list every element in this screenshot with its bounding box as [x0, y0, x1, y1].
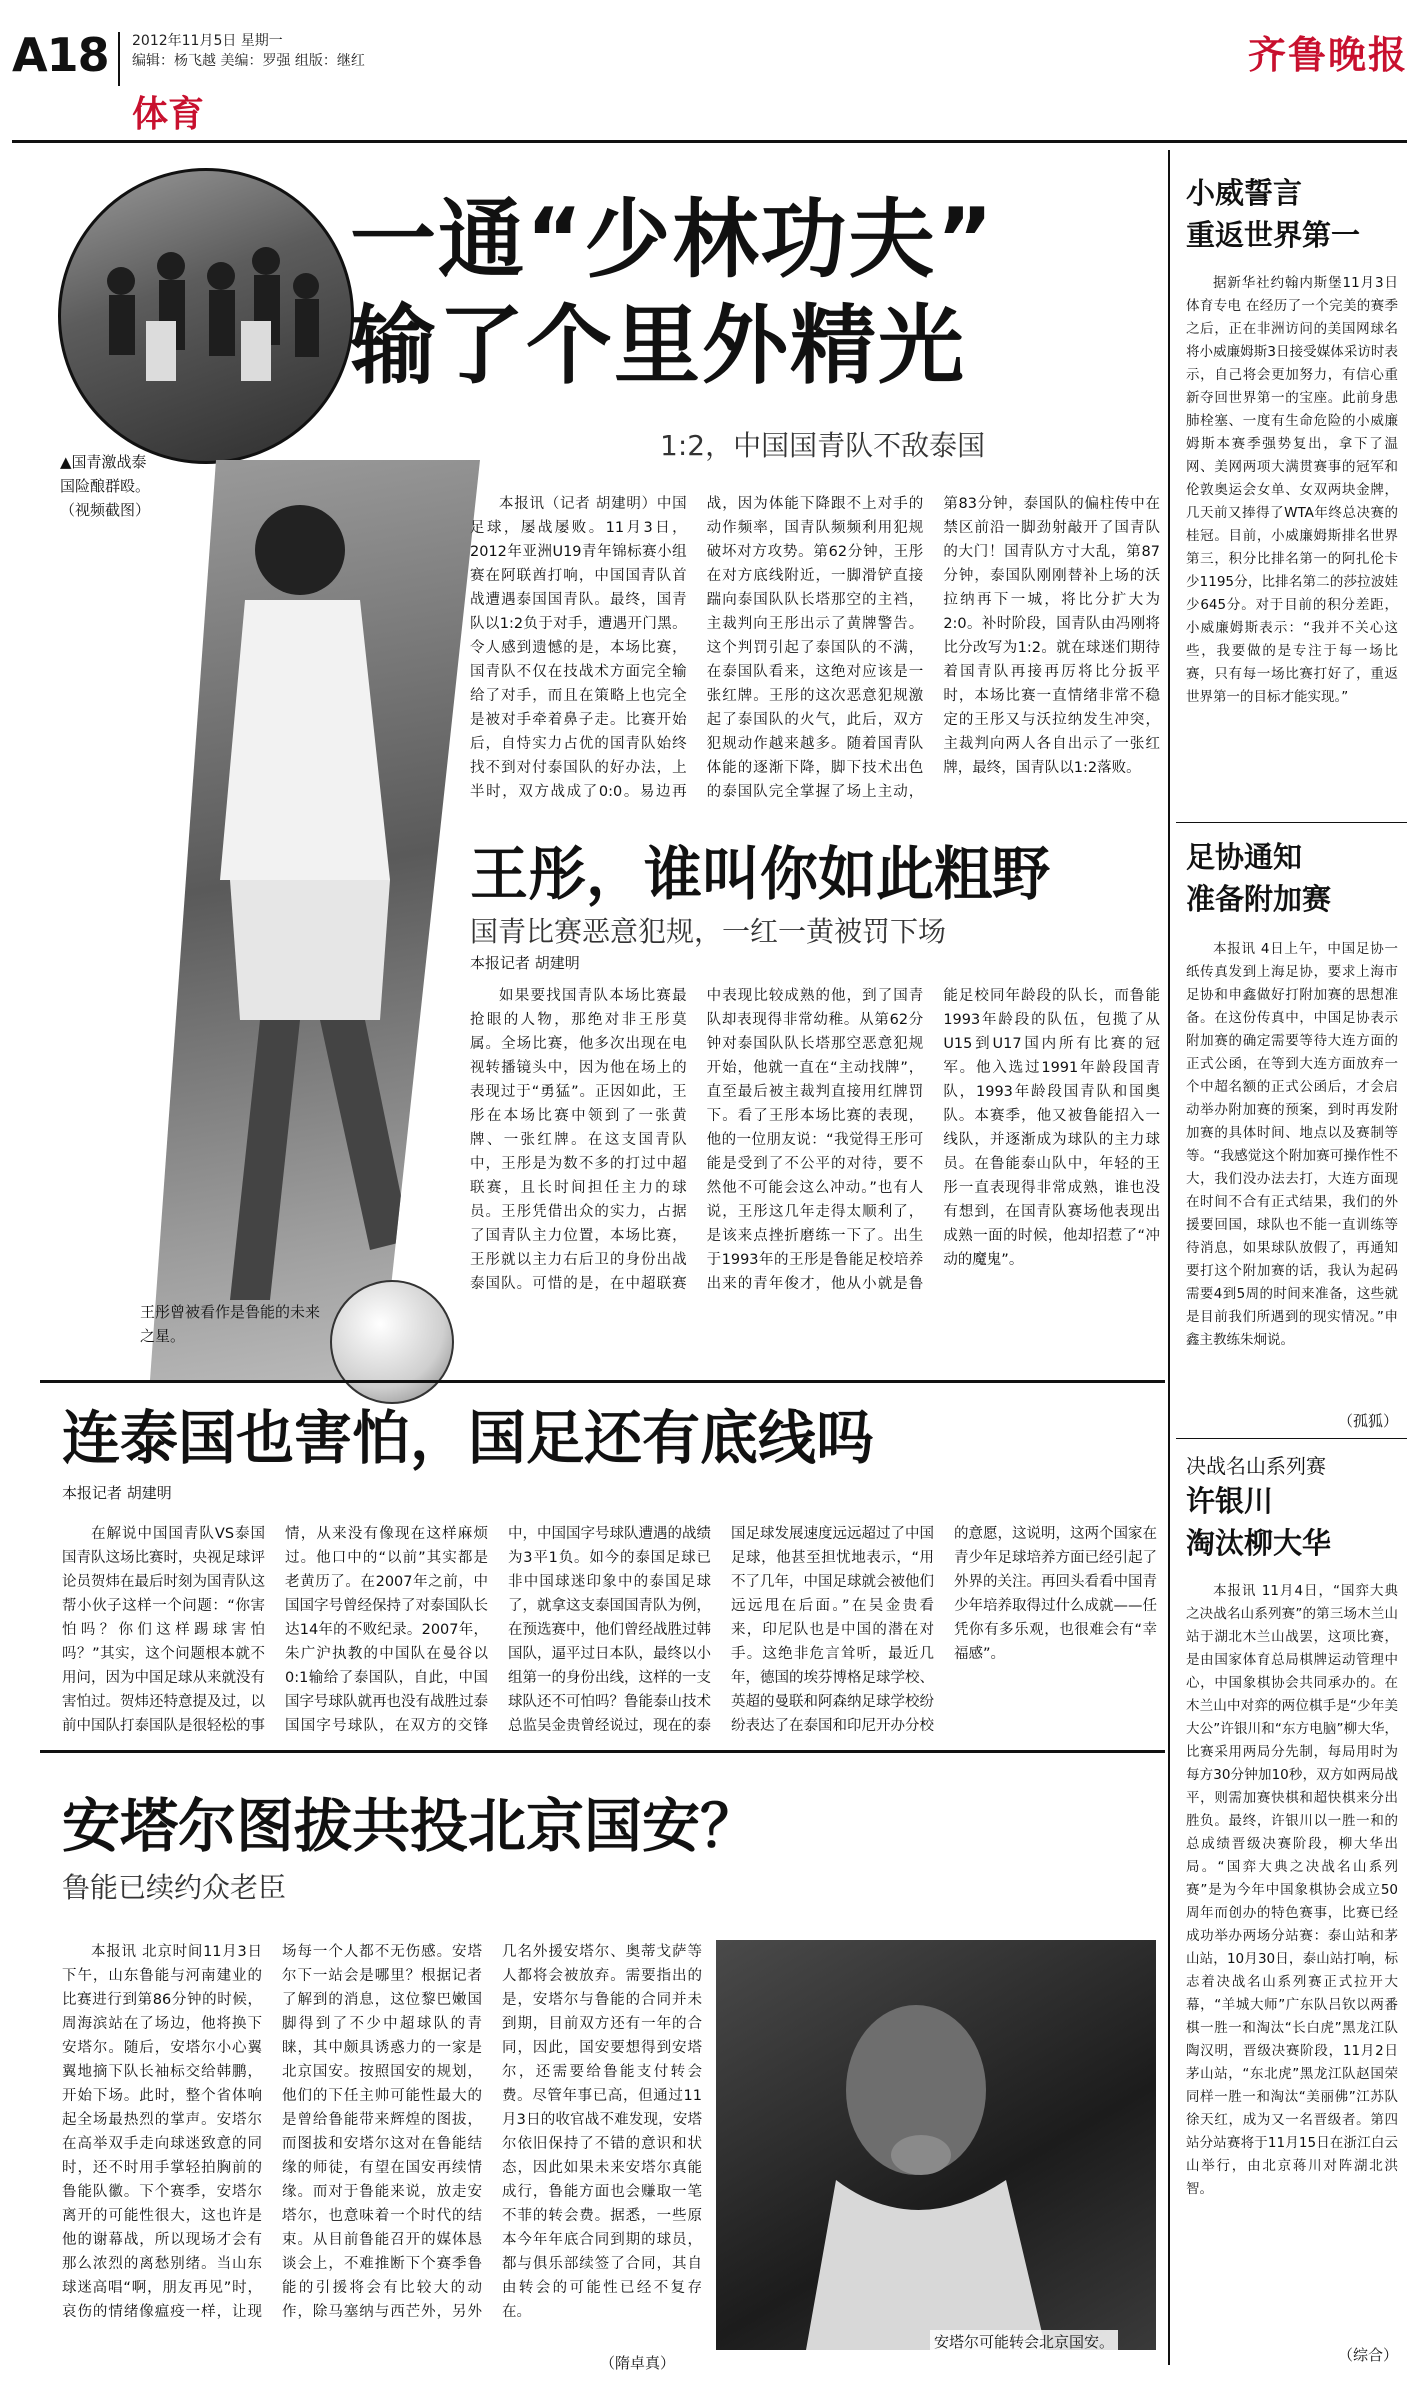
- story2-headline: 王彤，谁叫你如此粗野: [470, 840, 1051, 908]
- page-number: A18: [12, 28, 109, 82]
- story2-byline: 本报记者 胡建明: [470, 954, 580, 972]
- story4-headline: 安塔尔图拔共投北京国安？: [62, 1792, 759, 1860]
- player-photo: [150, 460, 480, 1380]
- sidebar2-headline-line1: 足协通知: [1186, 840, 1303, 874]
- sidebar1-body: 据新华社约翰内斯堡11月3日体育专电 在经历了一个完美的赛季之后，正在非洲访问的美国网球名将小威廉姆斯3日接受媒体采访时表示，自己将会更加努力，有信心重新夺回世界第一的宝座。此前身患肺栓塞、一度有生命危险的小威廉姆斯本赛季强势复出，拿下了温网、美网两项大满贯赛事的冠军和伦敦奥运会女单、女双两块金牌，几天前又捧得了WTA年终总决赛的桂冠。目前，小威廉姆斯排名世界第三，积分比排名第一的阿扎伦卡少1195分，比排名第二的莎拉波娃少645分。对于目前的积分差距，小威廉姆斯表示：“我并不关心这些，我要做的是专注于每一场比赛，只有每一场比赛打好了，重返世界第一的目标才能实现。”: [1186, 275, 1398, 705]
- sidebar-rule-2: [1176, 1438, 1407, 1439]
- sidebar-divider: [1168, 150, 1170, 2365]
- story3-byline: 本报记者 胡建明: [62, 1484, 172, 1502]
- header-rule: [12, 140, 1407, 143]
- header-divider: [118, 32, 120, 86]
- sidebar2-headline-line2: 准备附加赛: [1186, 882, 1332, 916]
- story4-subhead: 鲁能已续约众老臣: [62, 1871, 287, 1904]
- sidebar2-author: （孤狐）: [1338, 1412, 1399, 1430]
- sidebar1-headline-line2: 重返世界第一: [1186, 218, 1361, 252]
- headline-main-subhead: 1:2，中国国青队不敌泰国: [660, 429, 986, 462]
- story3-headline: 连泰国也害怕，国足还有底线吗: [62, 1404, 875, 1472]
- story4-author: （隋卓真）: [600, 2354, 676, 2372]
- headline-main-line1: 一通“少林功夫”: [350, 190, 996, 290]
- crowd-photo-caption: ▲国青激战泰国险酿群殴。（视频截图）: [60, 453, 151, 519]
- story4-top-rule: [40, 1750, 1165, 1753]
- sidebar2-body: 本报讯 4日上午，中国足协一纸传真发到上海足协，要求上海市足协和申鑫做好打附加赛的思想准备。在这份传真中，中国足协表示附加赛的确定需要等待大连方面的正式公函，在等到大连方面放弃一个中超名额的正式公函后，才会启动举办附加赛的预案，到时再发附加赛的具体时间、地点以及赛制等等。“我感觉这个附加赛可操作性不大，我们没办法去打，大连方面现在时间不合有正式结果，我们的外援要回国，球队也不能一直训练等待消息，如果球队放假了，再通知要打这个附加赛的话，我认为起码需要4到5周的时间来准备，这些就是目前我们所遇到的现实情况。”申鑫主教练朱炯说。: [1186, 941, 1398, 1348]
- football-icon: [330, 1280, 454, 1404]
- story4-body: 本报讯 北京时间11月3日下午，山东鲁能与河南建业的比赛进行到第86分钟的时候，周海滨站在了场边，他将换下安塔尔。随后，安塔尔小心翼翼地摘下队长袖标交给韩鹏，开始下场。此时，整个省体响起全场最热烈的掌声。安塔尔在高举双手走向球迷致意的同时，还不时用手掌轻拍胸前的鲁能队徽。下个赛季，安塔尔离开的可能性很大，这也许是他的谢幕战，所以现场才会有那么浓烈的离愁别绪。当山东球迷高唱“啊，朋友再见”时，哀伤的情绪像瘟疫一样，让现场每一个人都不无伤感。安塔尔下一站会是哪里？根据记者了解到的消息，这位黎巴嫩国脚得到了不少中超球队的青睐，其中颇具诱惑力的一家是北京国安。按照国安的规划，他们的下任主帅可能性最大的是曾给鲁能带来辉煌的图拔，而图拔和安塔尔这对在鲁能结缘的师徒，有望在国安再续情缘。而对于鲁能来说，放走安塔尔，也意味着一个时代的结束。从目前鲁能召开的媒体恳谈会上，不难推断下个赛季鲁能的引援将会有比较大的动作，除马塞纳与西芒外，另外几名外援安塔尔、奥蒂戈萨等人都将会被放弃。需要指出的是，安塔尔与鲁能的合同并未到期，目前双方还有一年的合同，因此，国安要想得到安塔尔，还需要给鲁能支付转会费。尽管年事已高，但通过11月3日的收官战不难发现，安塔尔依旧保持了不错的意识和状态，因此如果未来安塔尔真能成行，鲁能方面也会赚取一笔不菲的转会费。据悉，一些原本今年年底合同到期的球员，都与俱乐部续签了合同，其自由转会的可能性已经不复存在。: [62, 1944, 702, 2320]
- crowd-photo: [58, 168, 354, 464]
- sidebar3-kicker: 决战名山系列赛: [1186, 1454, 1326, 1478]
- headline-main-line2: 输了个里外精光: [350, 296, 966, 396]
- sidebar3-body: 本报讯 11月4日，“国弈大典之决战名山系列赛”的第三场木兰山站于湖北木兰山战罢，这项比赛，是由国家体育总局棋牌运动管理中心，中国象棋协会共同承办的。在木兰山中对弈的两位棋手是“少年美大公”许银川和“东方电脑”柳大华，比赛采用两局分先制，每局用时为每方30分钟加10秒，双方如两局战平，则需加赛快棋和超快棋来分出胜负。最终，许银川以一胜一和的总成绩晋级决赛阶段，柳大华出局。“国弈大典之决战名山系列赛”是为今年中国象棋协会成立50周年而创办的特色赛事，比赛已经成功举办两场分站赛：泰山站和茅山站，10月30日，泰山站打响，标志着决战名山系列赛正式拉开大幕，“羊城大师”广东队吕钦以两番棋一胜一和淘汰“长白虎”黑龙江队陶汉明，晋级决赛阶段，11月2日茅山站，“东北虎”黑龙江队赵国荣同样一胜一和淘汰“美丽佛”江苏队徐天红，成为又一名晋级者。第四站分站赛将于11月15日在浙江白云山举行，由北京蒋川对阵湖北洪智。: [1186, 1583, 1398, 2197]
- story3-top-rule: [40, 1380, 1165, 1383]
- story3-body: 在解说中国国青队VS泰国国青队这场比赛时，央视足球评论员贺炜在最后时刻为国青队这帮小伙子这样一个问题：“你害怕吗？你们这样踢球害怕吗？”其实，这个问题根本就不用问，因为中国足球从来就没有害怕过。贺炜还特意提及过，以前中国队打泰国队是很轻松的事情，从来没有像现在这样麻烦过。他口中的“以前”其实都是老黄历了。在2007年之前，中国国字号曾经保持了对泰国队长达14年的不败纪录。2007年，朱广沪执教的中国队在曼谷以0:1输给了泰国队，自此，中国国字号球队就再也没有战胜过泰国国字号球队，在双方的交锋中，中国国字号球队遭遇的战绩为3平1负。如今的泰国足球已非中国球迷印象中的泰国足球了，就拿这支泰国国青队为例，在预选赛中，他们曾经战胜过韩国队，逼平过日本队，最终以小组第一的身份出线，这样的一支球队还不可怕吗？鲁能泰山技术总监吴金贵曾经说过，现在的泰国足球发展速度远远超过了中国足球，他甚至担忧地表示，“用不了几年，中国足球就会被他们远远甩在后面。”在吴金贵看来，印尼队也是中国的潜在对手。这绝非危言耸听，最近几年，德国的埃芬博格足球学校、英超的曼联和阿森纳足球学校纷纷表达了在泰国和印尼开办分校的意愿，这说明，这两个国家在青少年足球培养方面已经引起了外界的关注。再回头看看中国青少年培养取得过什么成就——任凭你有多乐观，也很难会有“幸福感”。: [62, 1526, 1157, 1734]
- sidebar3-headline-line2: 淘汰柳大华: [1186, 1526, 1332, 1560]
- story2-subhead: 国青比赛恶意犯规，一红一黄被罚下场: [470, 915, 947, 948]
- editors-line: 编辑：杨飞越 美编：罗强 组版：继红: [132, 53, 365, 69]
- newspaper-logo: 齐鲁晚报: [1248, 32, 1409, 77]
- antar-photo: [716, 1940, 1156, 2350]
- player-photo-caption: 王彤曾被看作是鲁能的未来之星。: [140, 1303, 321, 1345]
- story2-body: 如果要找国青队本场比赛最抢眼的人物，那绝对非王彤莫属。全场比赛，他多次出现在电视转播镜头中，因为他在场上的表现过于“勇猛”。正因如此，王彤在本场比赛中领到了一张黄牌、一张红牌。在这支国青队中，王彤是为数不多的打过中超联赛，且长时间担任主力的球员。王彤凭借出众的实力，占据了国青队主力位置，本场比赛，王彤就以主力右后卫的身份出战泰国队。可惜的是，在中超联赛中表现比较成熟的他，到了国青队却表现得非常幼稚。从第62分钟对泰国队队长塔那空恶意犯规开始，他就一直在“主动找牌”，直至最后被主裁判直接用红牌罚下。看了王彤本场比赛的表现，他的一位朋友说：“我觉得王彤可能是受到了不公平的对待，要不然他不可能会这么冲动。”也有人说，王彤这几年走得太顺利了，是该来点挫折磨练一下了。出生于1993年的王彤是鲁能足校培养出来的青年俊才，他从小就是鲁能足校同年龄段的队长，而鲁能1993年龄段的队伍，包揽了从U15到U17国内所有比赛的冠军。他入选过1991年龄段国青队，1993年龄段国青队和国奥队。本赛季，他又被鲁能招入一线队，并逐渐成为球队的主力球员。在鲁能泰山队中，年轻的王彤一直表现得非常成熟，谁也没有想到，在国青队赛场他表现出成熟一面的时候，他却招惹了“冲动的魔鬼”。: [470, 988, 1160, 1292]
- sidebar1-headline-line1: 小威誓言: [1186, 176, 1303, 210]
- sidebar-rule-1: [1176, 822, 1407, 823]
- antar-photo-caption: 安塔尔可能转会北京国安。: [930, 2330, 1118, 2354]
- date-line: 2012年11月5日 星期一: [132, 33, 283, 49]
- section-title: 体育: [132, 94, 205, 135]
- sidebar3-author: （综合）: [1338, 2346, 1399, 2364]
- sidebar3-headline-line1: 许银川: [1186, 1484, 1274, 1518]
- story1-body: 本报讯（记者 胡建明）中国足球，屡战屡败。11月3日，2012年亚洲U19青年锦标赛小组赛在阿联酋打响，中国国青队首战遭遇泰国国青队。最终，国青队以1:2负于对手，遭遇开门黑。令人感到遗憾的是，本场比赛，国青队不仅在技战术方面完全输给了对手，而且在策略上也完全是被对手牵着鼻子走。比赛开始后，自恃实力占优的国青队始终找不到对付泰国队的好办法，上半时，双方战成了0:0。易边再战，因为体能下降跟不上对手的动作频率，国青队频频利用犯规破坏对方攻势。第62分钟，王彤在对方底线附近，一脚滑铲直接踹向泰国队队长塔那空的主裆，主裁判向王彤出示了黄牌警告。这个判罚引起了泰国队的不满，在泰国队看来，这绝对应该是一张红牌。王彤的这次恶意犯规激起了泰国队的火气，此后，双方犯规动作越来越多。随着国青队体能的逐渐下降，脚下技术出色的泰国队完全掌握了场上主动，第83分钟，泰国队的偏柱传中在禁区前沿一脚劲射敲开了国青队的大门！国青队方寸大乱，第87分钟，泰国队刚刚替补上场的沃拉纳再下一城，将比分扩大为2:0。补时阶段，国青队由冯刚将比分改写为1:2。就在球迷们期待着国青队再接再厉将比分扳平时，本场比赛一直情绪非常不稳定的王彤又与沃拉纳发生冲突，主裁判向两人各自出示了一张红牌，最终，国青队以1:2落败。: [470, 496, 1160, 800]
